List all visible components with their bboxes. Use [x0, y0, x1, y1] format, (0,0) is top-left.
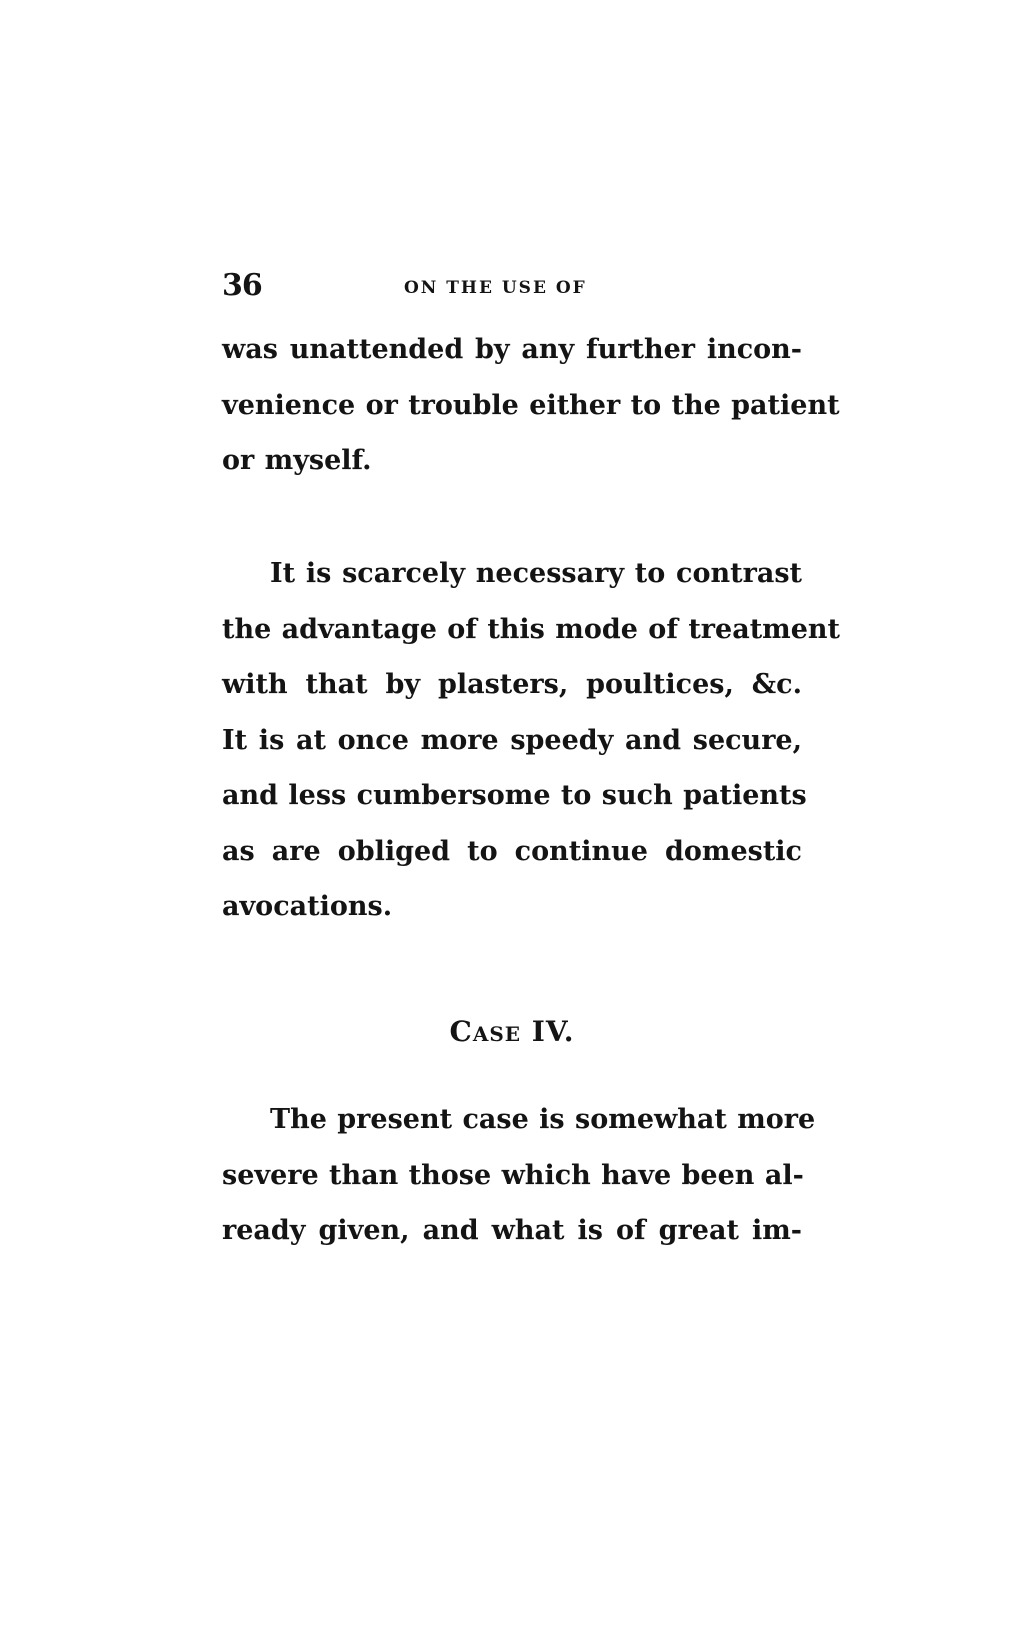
text-line: ready given, and what is of great im-: [222, 1215, 802, 1246]
text-line: venience or trouble either to the patient: [222, 389, 840, 421]
section-heading: [222, 1015, 802, 1048]
page-number: 36: [222, 268, 262, 303]
text-line: It is scarcely necessary to contrast: [270, 558, 802, 589]
text-line: as are obliged to continue domestic: [222, 835, 802, 867]
text-line: with that by plasters, poultices, &c.: [222, 669, 802, 700]
text-line: severe than those which have been al-: [222, 1159, 804, 1191]
running-head: ON THE USE OF: [404, 278, 587, 298]
text-line: and less cumbersome to such patients: [222, 780, 807, 811]
text-line: or myself.: [222, 445, 372, 476]
text-line: the advantage of this mode of treatment: [222, 613, 841, 645]
section-heading-word: Case: [449, 1015, 522, 1048]
section-heading-number: IV.: [531, 1015, 575, 1048]
paragraph-case-four: [222, 1092, 816, 1259]
text-line: avocations.: [222, 891, 393, 922]
text-line: The present case is somewhat more: [270, 1104, 816, 1135]
paragraph-continuation: [222, 322, 840, 489]
page-header: [222, 268, 802, 308]
paragraph-contrast: [222, 546, 841, 935]
text-line: It is at once more speedy and secure,: [222, 724, 802, 756]
text-line: was unattended by any further incon-: [222, 334, 802, 365]
